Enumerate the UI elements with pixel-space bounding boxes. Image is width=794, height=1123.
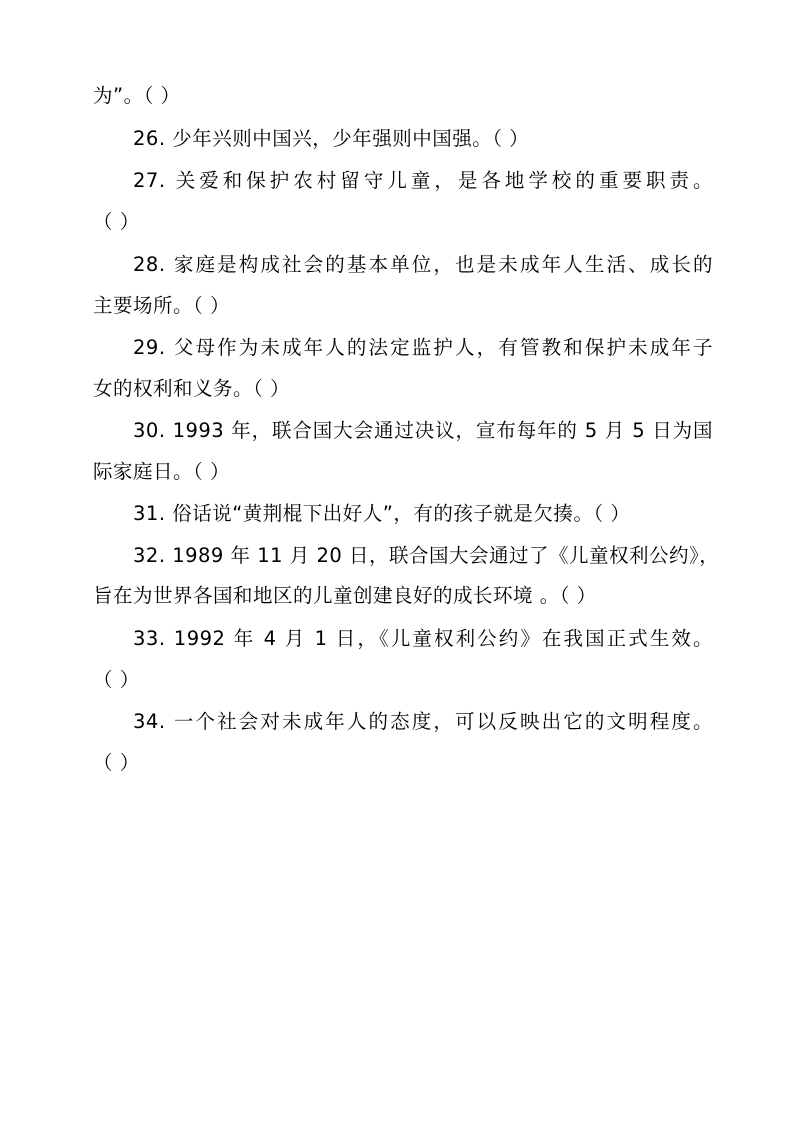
question-29: 29. 父母作为未成年人的法定监护人，有管教和保护未成年子: [133, 336, 713, 359]
question-31: 31. 俗话说“黄荆棍下出好人”，有的孩子就是欠揍。（ ）: [133, 502, 631, 525]
question-34-answer-blank: （ ）: [93, 751, 140, 774]
question-26: 26. 少年兴则中国兴，少年强则中国强。（ ）: [133, 127, 530, 150]
question-33: 33. 1992 年 4 月 1 日，《儿童权利公约》在我国正式生效。: [133, 627, 713, 650]
question-28-continuation: 主要场所。（ ）: [93, 294, 230, 317]
question-27: 27. 关爱和保护农村留守儿童，是各地学校的重要职责。: [133, 169, 713, 192]
question-32-continuation: 旨在为世界各国和地区的儿童创建良好的成长环境 。（ ）: [93, 584, 597, 607]
question-30-continuation: 际家庭日。（ ）: [93, 460, 230, 483]
question-30: 30. 1993 年，联合国大会通过决议，宣布每年的 5 月 5 日为国: [133, 419, 713, 442]
question-28: 28. 家庭是构成社会的基本单位，也是未成年人生活、成长的: [133, 253, 713, 276]
question-27-answer-blank: （ ）: [93, 210, 140, 233]
question-29-continuation: 女的权利和义务。（ ）: [93, 377, 290, 400]
question-34: 34. 一个社会对未成年人的态度，可以反映出它的文明程度。: [133, 710, 713, 733]
text-line-continuation-25: 为”。（ ）: [93, 84, 181, 107]
question-32: 32. 1989 年 11 月 20 日，联合国大会通过了《儿童权利公约》，: [133, 544, 720, 567]
question-33-answer-blank: （ ）: [93, 668, 140, 691]
